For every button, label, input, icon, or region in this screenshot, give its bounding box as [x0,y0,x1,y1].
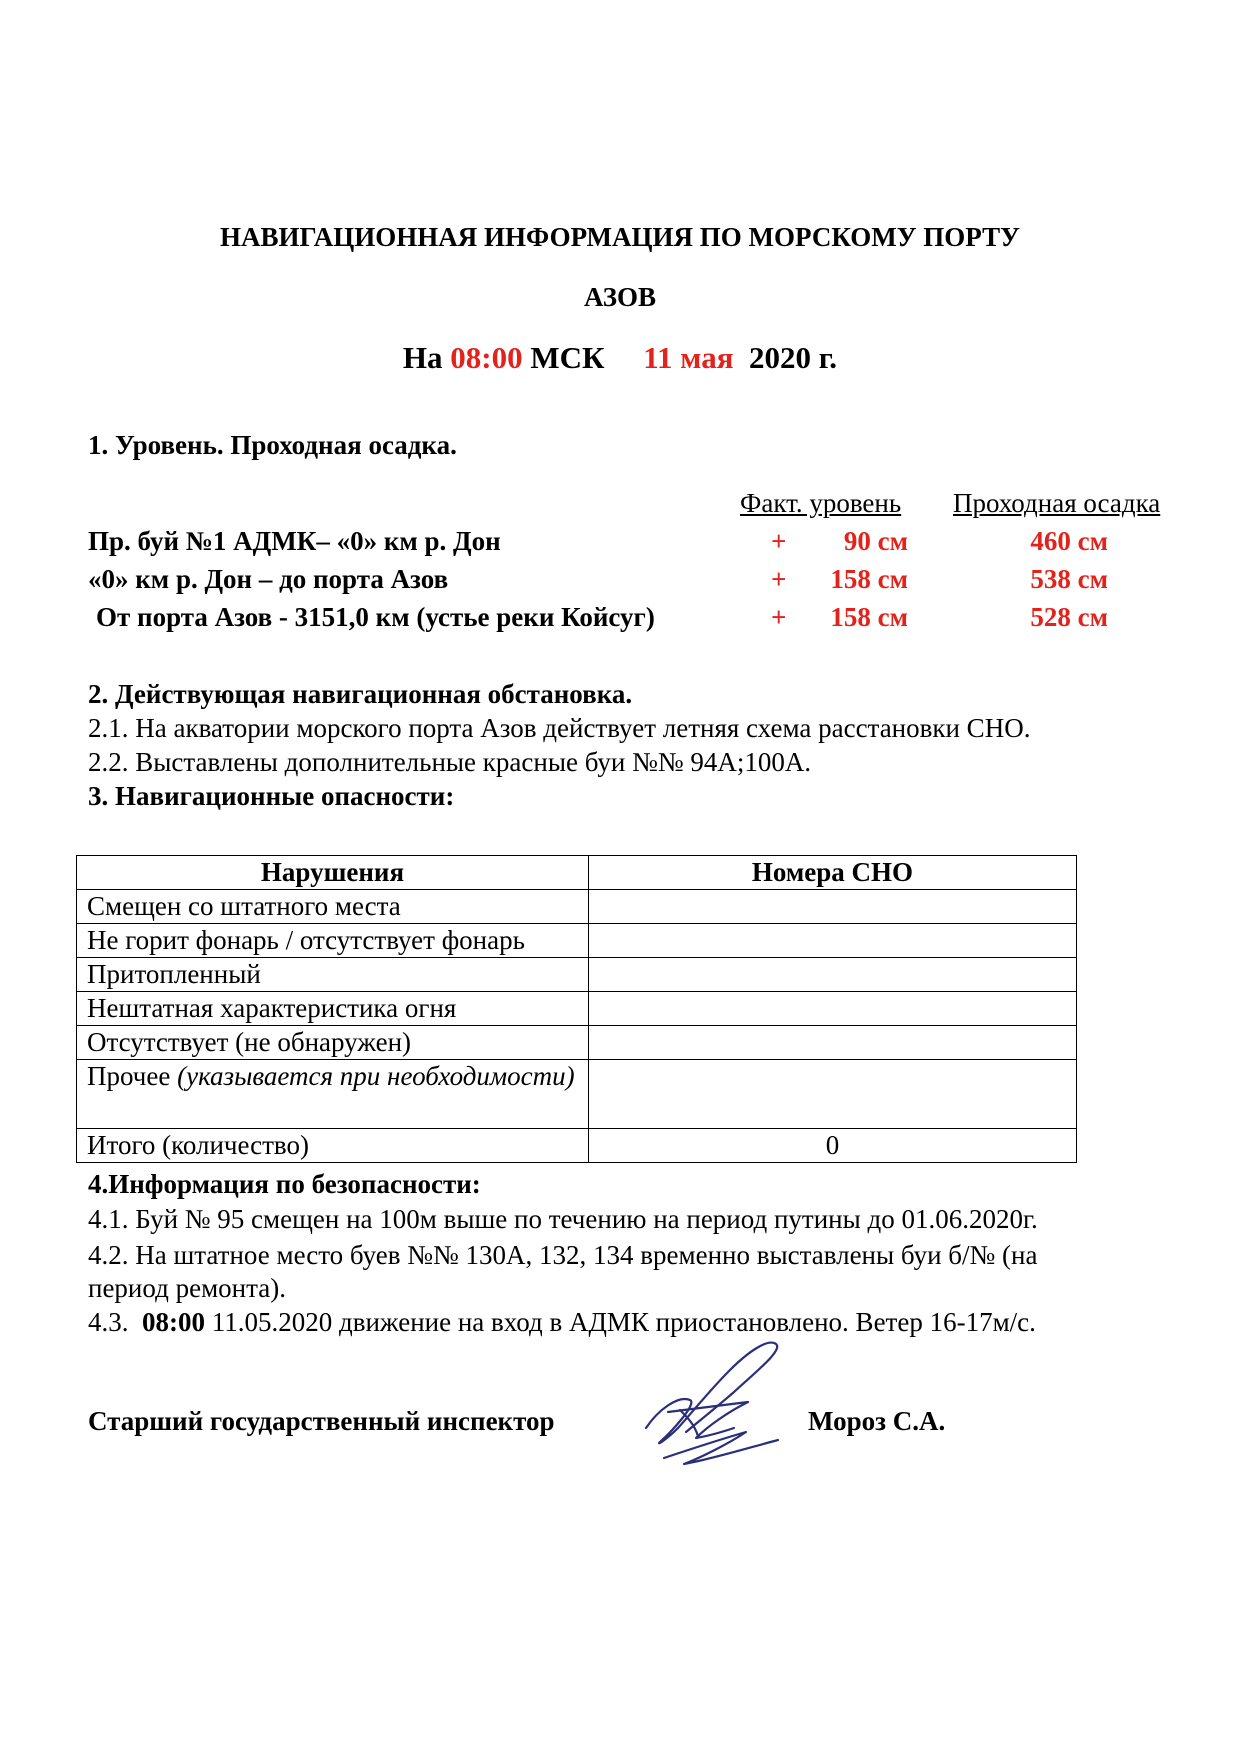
table-row [77,1026,1077,1060]
report-time: 08:00 [450,340,523,375]
violation-label: Не горит фонарь / отсутствует фонарь [77,924,589,958]
violation-value [589,924,1077,958]
level-row-draft: 528 см [1030,602,1108,632]
other-note: (указывается при необходимости) [177,1061,575,1091]
violation-value [589,1026,1077,1060]
col-sno-numbers: Номера СНО [589,856,1077,890]
level-row-name: Пр. буй №1 АДМК– «0» км р. Дон [88,526,501,556]
signer-position: Старший государственный инспектор [88,1406,555,1436]
violation-value [589,992,1077,1026]
section2-item: 2.1. На акватории морского порта Азов действует летняя схема расстановки СНО. [88,713,1031,743]
total-label: Итого (количество) [77,1129,589,1163]
violation-label-other [77,1060,589,1129]
table-row [77,924,1077,958]
table-row [77,890,1077,924]
violation-value [589,890,1077,924]
level-row-name: От порта Азов - 3151,0 км (устье реки Койсуг) [96,602,655,632]
level-row-sign: + [771,602,787,632]
violation-label: Притопленный [77,958,589,992]
port-name: АЗОВ [583,282,657,312]
document-title: НАВИГАЦИОННАЯ ИНФОРМАЦИЯ ПО МОРСКОМУ ПОРТУ [220,222,1020,252]
section4-item [88,1307,1036,1338]
hazards-table [76,855,1077,1163]
report-day-month: 11 мая [643,340,734,375]
timezone: МСК [530,340,605,375]
item-text: 11.05.2020 движение на вход в АДМК приостановлено. Ветер 16-17м/с. [205,1307,1036,1337]
violation-label: Смещен со штатного места [77,890,589,924]
level-row-level: 158 см [830,602,908,632]
level-row-name: «0» км р. Дон – до порта Азов [88,564,449,594]
col-violations: Нарушения [77,856,589,890]
section1-heading: 1. Уровень. Проходная осадка. [88,430,457,460]
level-row-level: 90 см [843,526,908,556]
signer-name: Мороз С.А. [808,1406,946,1436]
handwritten-signature [638,1340,788,1470]
level-row-sign: + [771,564,787,594]
item-time: 08:00 [142,1307,205,1337]
report-date-line [0,340,1240,376]
level-row-sign: + [771,526,787,556]
col-fact-level: Факт. уровень [740,488,902,518]
section4-heading: 4.Информация по безопасности: [88,1169,481,1199]
date-prefix: На [402,340,443,375]
report-year: 2020 г. [748,340,838,375]
section4-item: 4.2. На штатное место буев №№ 130А, 132, 134 временно выставлены буи б/№ (на [88,1240,1038,1270]
violation-value [589,958,1077,992]
col-passing-draft: Проходная осадка [953,488,1161,518]
section4-item: 4.1. Буй № 95 смещен на 100м выше по течению на период путины до 01.06.2020г. [88,1204,1038,1234]
section3-heading: 3. Навигационные опасности: [88,781,455,811]
level-row-draft: 538 см [1030,564,1108,594]
other-label: Прочее [87,1061,171,1091]
table-row [77,958,1077,992]
table-header-row [77,856,1077,890]
violation-label: Отсутствует (не обнаружен) [77,1026,589,1060]
level-row-draft: 460 см [1030,526,1108,556]
total-value: 0 [589,1129,1077,1163]
table-row [77,992,1077,1026]
level-row-level: 158 см [830,564,908,594]
violation-value [589,1060,1077,1129]
table-row [77,1060,1077,1129]
item-number: 4.3. [88,1307,129,1337]
section2-heading: 2. Действующая навигационная обстановка. [88,679,633,709]
table-total-row [77,1129,1077,1163]
section4-item-cont: период ремонта). [88,1273,286,1303]
section2-item: 2.2. Выставлены дополнительные красные буи №№ 94А;100А. [88,747,812,777]
violation-label: Нештатная характеристика огня [77,992,589,1026]
